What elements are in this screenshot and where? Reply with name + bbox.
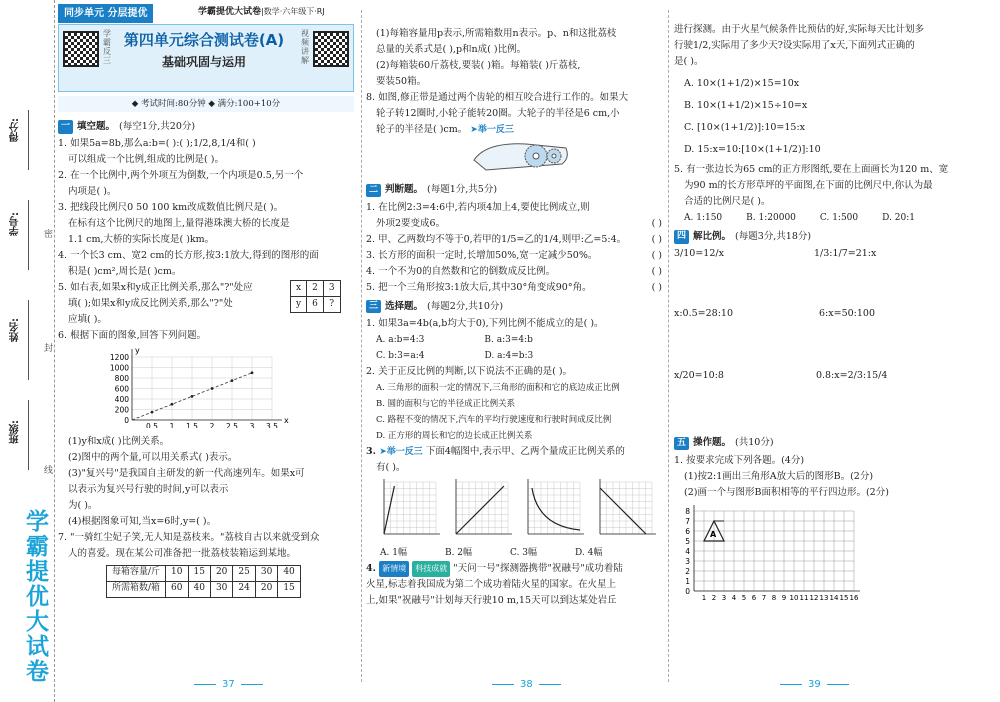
tag-new-context: 新情境 <box>379 561 409 577</box>
j2: 2. 甲、乙两数均不等于0,若甲的1/5=乙的1/4,则甲:乙=5:4。 ( ) <box>366 232 662 248</box>
s4-3: 上,如果"祝融号"计划每天行驶10 m,15天可以到达某处岩丘 <box>366 595 617 606</box>
binding-strip <box>0 0 55 702</box>
class-line <box>28 400 29 470</box>
x-tick-label: 2 <box>711 593 717 601</box>
s3-2: 有( )。 <box>376 461 406 473</box>
q7-s1: (1)每箱容量用p表示,所需箱数用n表示。p、n和这批荔枝 <box>376 28 617 39</box>
test-subtitle: 基础巩固与运用 <box>161 55 246 69</box>
page-number-39: 39 <box>774 677 855 692</box>
section-5-header: 五 操作题。 (共10分) <box>674 436 980 450</box>
grid-marks <box>685 505 860 601</box>
x-tick-label: 8 <box>771 593 777 601</box>
section-3-header: 三 选择题。 (每题2分,共10分) <box>366 300 662 314</box>
y-tick-label: 600 <box>114 384 129 394</box>
series-title: 学霸提优大试卷|数学·六年级下·RJ <box>198 7 325 17</box>
page-38 <box>366 0 662 702</box>
q5-table: x 2 3 y 6 ? <box>290 280 341 313</box>
q2-fill-2: 内项是( )。 <box>68 186 117 198</box>
proportion-row-1 <box>674 246 980 306</box>
o1-s1: (1)按2:1画出三角形A放大后的图形B。(2分) <box>684 470 874 482</box>
graph-curve <box>384 486 394 534</box>
id-label: 学号: <box>10 212 21 236</box>
divider-1 <box>361 10 362 682</box>
q7-table: 每箱容量/斤 10 15 20 25 30 40 所需箱数/箱 60 40 30 24 20 15 <box>106 565 301 598</box>
q4-fill: 4. 一个长3 cm、宽2 cm的长方形,按3:1放大,得到的图形的面 <box>58 250 319 262</box>
x-tick-label: 16 <box>849 593 859 601</box>
p1: 3/10=12/x <box>674 248 724 260</box>
section-1-header: 一 填空题。 (每空1分,共20分) <box>58 120 356 134</box>
qr-left-label: 学霸反三 <box>103 29 111 65</box>
s4-opt-a: A. 10×(1+1/2)×15=10x <box>684 78 800 89</box>
j4: 4. 一个不为0的自然数和它的倒数成反比例。 ( ) <box>366 264 662 280</box>
j5: 5. 把一个三角形按3:1放大后,其中30°角变成90°角。 ( ) <box>366 280 662 296</box>
q5-fill-3: 应填( )。 <box>68 314 107 326</box>
q7-text-2: 人的喜爱。现在某公司准备把一批荔枝装箱运到某地。 <box>68 547 297 559</box>
page-39 <box>674 0 980 702</box>
data-point <box>251 372 254 375</box>
header-tag: 同步单元 分层提优 <box>58 4 153 23</box>
y-tick-label: 2 <box>685 566 690 576</box>
data-point <box>231 379 234 382</box>
x-tick-label: 4 <box>731 593 737 601</box>
s2-opt-a: A. 三角形的面积一定的情况下,三角形的面积和它的底边成正比例 <box>376 382 620 393</box>
section-4-header: 四 解比例。 (每题3分,共18分) <box>674 230 980 244</box>
q5-fill: 5. 如右表,如果x和y成正比例关系,那么"?"处应 <box>58 282 253 294</box>
s5-2: 为90 m的长方形草坪的平面图,在下面的比例尺中,你认为最 <box>684 180 933 191</box>
y-tick-label: 6 <box>685 526 690 536</box>
s3-related-link[interactable]: ➤举一反三 <box>379 446 423 457</box>
time-score-bar: ◆ 考试时间:80分钟 ◆ 满分:100+10分 <box>58 96 354 112</box>
x-tick-label: 6 <box>751 593 757 601</box>
q6-graph-marks <box>110 346 289 428</box>
qr-right-label: 视频讲解 <box>301 29 309 65</box>
qr-code-left-icon[interactable] <box>63 31 99 67</box>
x-tick-label: 3.5 <box>266 422 278 429</box>
j3-answer[interactable]: ( ) <box>651 249 662 261</box>
q8-text-2: 轮子转12圈时,小轮子能转20圈。大轮子的半径是6 cm,小 <box>376 108 620 119</box>
s3-options: A. 1幅 B. 2幅 C. 3幅 D. 4幅 <box>380 548 603 558</box>
y-tick-label: 8 <box>685 506 690 516</box>
j5-answer[interactable]: ( ) <box>651 281 662 293</box>
x-tick-label: 0.5 <box>146 422 158 429</box>
q7-s1-2: 总量的关系式是( ),p和n成( )比例。 <box>376 44 527 55</box>
s4-cont-3: 是( )。 <box>674 56 704 67</box>
x-tick-label: 1 <box>169 422 175 429</box>
s1: 1. 如果3a=4b(a,b均大于0),下列比例不能成立的是( )。 <box>366 317 604 329</box>
j3: 3. 长方形的面积一定时,长增加50%,宽一定减少50%。 ( ) <box>366 248 662 264</box>
y-tick-label: 7 <box>685 516 690 526</box>
seal-feng: 封 <box>44 342 53 358</box>
q6-s3-2: 以表示为复兴号行驶的时间,y可以表示 <box>68 483 229 495</box>
x-tick-label: 9 <box>781 593 787 601</box>
j4-answer[interactable]: ( ) <box>651 265 662 277</box>
tag-tech: 科技成就 <box>412 561 450 577</box>
s5: 5. 有一张边长为65 cm的正方形图纸,要在上面画长为120 m、宽 <box>674 164 949 175</box>
j1-2: 外项2要变成6。 ( ) <box>366 216 662 232</box>
s4: 4. 新情境 科技成就 "天问一号"探测器携带"祝融号"成功着陆 <box>366 561 662 577</box>
seal-mi: 密 <box>44 228 53 244</box>
x-tick-label: 13 <box>819 593 829 601</box>
s2-opt-d: D. 正方形的周长和它的边长成正比例关系 <box>376 430 533 441</box>
q6-s1: (1)y和x成( )比例关系。 <box>68 435 170 447</box>
s4-2: 火星,标志着我国成为第二个成功着陆火星的国家。在火星上 <box>366 579 617 590</box>
qr-code-right-icon[interactable] <box>313 31 349 67</box>
s5-3: 合适的比例尺是( )。 <box>684 196 771 207</box>
section-2-header: 二 判断题。 (每题1分,共5分) <box>366 183 662 197</box>
q5-fill-2: 填( );如果x和y成反比例关系,那么"?"处 <box>68 298 233 310</box>
x-tick-label: 7 <box>761 593 767 601</box>
q3-fill: 3. 把线段比例尺0 50 100 km改成数值比例尺是( )。 <box>58 202 284 214</box>
x-tick-label: 1 <box>701 593 707 601</box>
test-header <box>58 4 356 114</box>
y-tick-label: 400 <box>114 395 129 405</box>
score-label: 得分: <box>10 118 21 142</box>
triangle-a-label: A <box>710 529 717 539</box>
x-tick-label: 14 <box>829 593 839 601</box>
s1-options-a: A. a:b=4:3 B. a:3=4:b <box>376 334 533 345</box>
data-point <box>171 403 174 406</box>
q6-text: 6. 根据下面的图象,回答下列问题。 <box>58 330 207 342</box>
q6-graph <box>58 344 348 428</box>
x-tick-label: 11 <box>799 593 809 601</box>
p2: 1/3:1/7=21:x <box>813 248 877 260</box>
s2-opt-c: C. 路程不变的情况下,汽车的平均行驶速度和行驶时间成反比例 <box>376 414 612 425</box>
o1-s2: (2)画一个与图形B面积相等的平行四边形。(2分) <box>684 486 889 498</box>
s4-cont: 进行探测。由于火星气候条件比预估的好,实际每天比计划多 <box>674 24 925 35</box>
divider-2 <box>668 10 669 682</box>
y-tick-label: 0 <box>124 416 129 426</box>
x-tick-label: 5 <box>741 593 747 601</box>
class-label: 班级: <box>10 420 21 444</box>
s2: 2. 关于正反比例的判断,以下说法不正确的是( )。 <box>366 365 573 377</box>
y-axis-name: y <box>135 346 140 356</box>
q6-s3: (3)"复兴号"是我国自主研发的新一代高速列车。如果x可 <box>68 467 305 479</box>
s5-options: A. 1:150 B. 1:20000 C. 1:500 D. 20:1 <box>684 213 915 223</box>
o1: 1. 按要求完成下列各题。(4分) <box>674 454 805 466</box>
name-line <box>28 300 29 380</box>
x-tick-label: 3 <box>249 422 255 429</box>
id-line <box>28 200 29 270</box>
q5-block <box>58 280 356 328</box>
name-label: 姓名: <box>10 318 21 342</box>
score-line <box>28 110 29 170</box>
x-tick-label: 10 <box>789 593 799 601</box>
proportion-row-3 <box>674 368 980 432</box>
q8-text-3: 轮子的半径是( )cm。 ➤举一反三 <box>376 124 514 135</box>
y-tick-label: 5 <box>685 536 690 546</box>
y-tick-label: 1 <box>685 576 690 586</box>
q1-fill: 1. 如果5a=8b,那么a:b=( ):( );1/2,8,1/4和( ) <box>58 138 256 150</box>
data-point <box>211 387 214 390</box>
q8-related-link[interactable]: ➤举一反三 <box>470 125 514 135</box>
page-number-37: 37 <box>188 677 269 692</box>
x-tick-label: 12 <box>809 593 819 601</box>
q7-s2: (2)每箱装60斤荔枝,要装( )箱。每箱装( )斤荔枝, <box>376 60 581 71</box>
graph-curve <box>532 488 580 530</box>
y-tick-label: 4 <box>685 546 690 556</box>
j1: 1. 在比例2:3=4:6中,若内项4加上4,要使比例成立,则 <box>366 201 590 213</box>
q3-fill-2: 在标有这个比例尺的地图上,量得港珠澳大桥的长度是 <box>68 218 290 230</box>
x-axis-name: x <box>284 416 289 426</box>
x-tick-label: 2 <box>209 422 215 429</box>
x-tick-label: 2.5 <box>226 422 238 429</box>
test-title: 第四单元综合测试卷(A) <box>123 31 285 49</box>
p5: x/20=10:8 <box>674 370 724 382</box>
q6-s3-3: 为( )。 <box>68 499 98 511</box>
j1-answer[interactable]: ( ) <box>651 217 662 229</box>
q7-s2-2: 要装50箱。 <box>376 76 427 87</box>
correction-tape-image <box>466 138 576 174</box>
s1-options-b: C. b:3=a:4 D. a:4=b:3 <box>376 350 534 361</box>
proportion-row-2 <box>674 306 980 368</box>
s2-opt-b: B. 圆的面积与它的半径成正比例关系 <box>376 398 516 409</box>
data-point <box>191 395 194 398</box>
q3-fill-3: 1.1 cm,大桥的实际长度是( )km。 <box>68 234 215 246</box>
y-tick-label: 1200 <box>109 353 129 363</box>
y-tick-label: 200 <box>114 405 129 415</box>
y-tick-label: 0 <box>685 586 690 596</box>
p4: 6:x=50:100 <box>819 308 875 320</box>
y-tick-label: 1000 <box>109 363 129 373</box>
seal-xian: 线 <box>44 464 53 480</box>
q6-s2: (2)图中的两个量,可以用关系式( )表示。 <box>68 451 238 463</box>
y-tick-label: 800 <box>114 374 129 384</box>
operation-grid[interactable] <box>674 501 924 601</box>
p6: 0.8:x=2/3:15/4 <box>815 370 888 382</box>
s4-opt-c: C. [10×(1+1/2)]:10=15:x <box>684 122 806 133</box>
s3-graph-marks <box>384 479 656 534</box>
q4-fill-2: 积是( )cm²,周长是( )cm。 <box>68 266 182 278</box>
j2-answer[interactable]: ( ) <box>651 233 662 245</box>
page-37 <box>58 0 356 702</box>
s3-graphs <box>366 476 662 540</box>
s4-opt-b: B. 10×(1+1/2)×15÷10=x <box>684 100 808 111</box>
graph-curve <box>456 486 504 534</box>
q8-text: 8. 如图,修正带是通过两个齿轮的相互咬合进行工作的。如果大 <box>366 92 629 103</box>
y-tick-label: 3 <box>685 556 690 566</box>
q7-text: 7. "一骑红尘妃子笑,无人知是荔枝来。"荔枝自古以来就受到众 <box>58 531 320 543</box>
q6-s4: (4)根据图象可知,当x=6时,y=( )。 <box>68 515 217 527</box>
x-tick-label: 3 <box>721 593 727 601</box>
s3: 3. ➤举一反三 下面4幅图中,表示甲、乙两个量成正比例关系的 <box>366 445 625 457</box>
x-tick-label: 1.5 <box>186 422 198 429</box>
data-point <box>151 411 154 414</box>
title-bar <box>58 24 354 92</box>
p3: x:0.5=28:10 <box>674 308 734 320</box>
q1-fill-2: 可以组成一个比例,组成的比例是( )。 <box>68 154 224 166</box>
s4-opt-d: D. 15:x=10:[10×(1+1/2)]:10 <box>684 144 821 155</box>
x-tick-label: 15 <box>839 593 849 601</box>
page-number-38: 38 <box>486 677 567 692</box>
brand-logo: 学霸提优大试卷 <box>22 509 48 684</box>
q2-fill: 2. 在一个比例中,两个外项互为倒数,一个内项是0.5,另一个 <box>58 170 304 182</box>
s4-cont-2: 行驶1/2,实际用了多少天?设实际用了x天,下面列式正确的 <box>674 40 915 51</box>
